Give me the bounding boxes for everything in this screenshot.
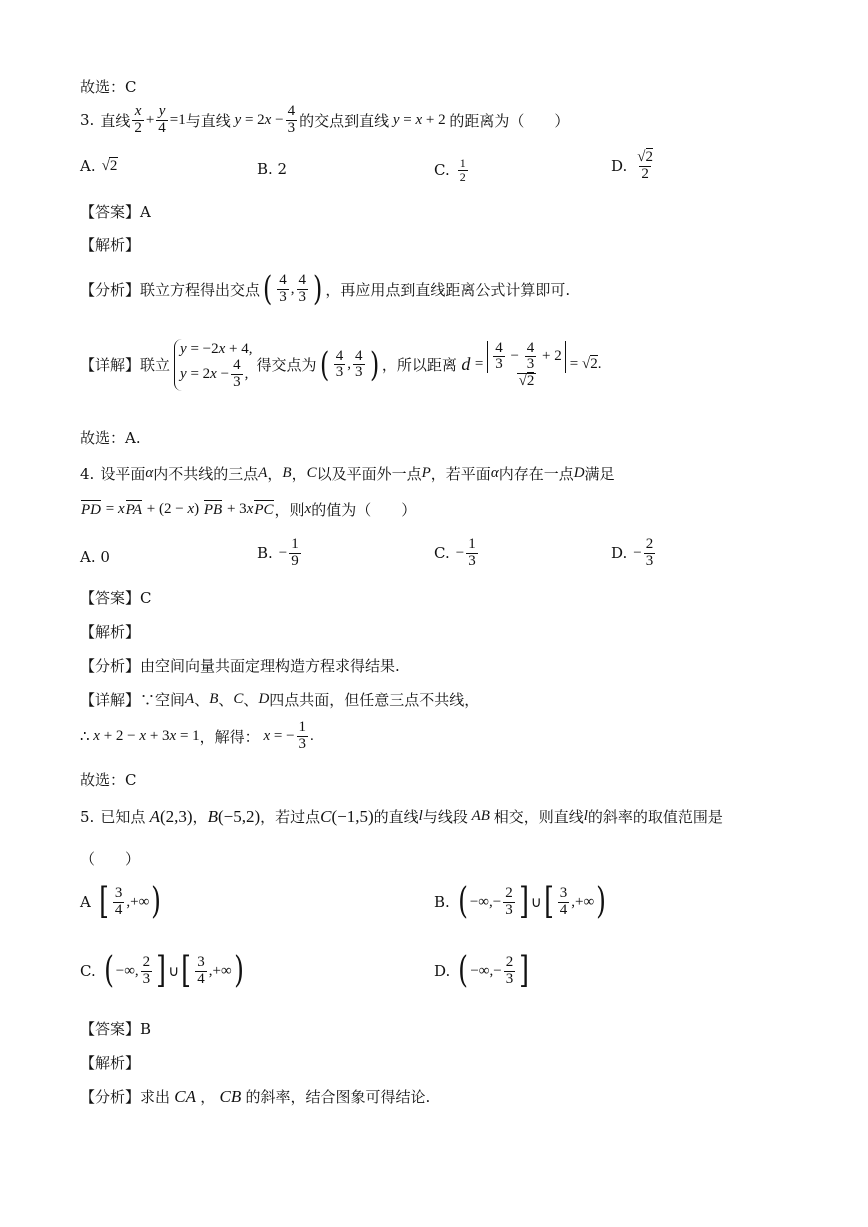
q5-number: 5. <box>80 807 95 826</box>
q3-frac-y-over-4: $\frac{y}{4}$ <box>158 103 166 136</box>
q4-number: 4. <box>80 464 95 483</box>
q3-text-4: 的距离为（ ） <box>449 111 570 130</box>
q5-analysis-line: 【分析】 求出 CA ， CB 的斜率，结合图象可得结论. <box>80 1086 431 1106</box>
q5-analysis-head: 【解析】 <box>80 1054 141 1072</box>
q3-analysis-tag: 【分析】 <box>80 280 141 299</box>
q3-text-3: 的交点到直线 <box>299 111 390 130</box>
q3-text-1: 直线 <box>100 111 131 130</box>
q4-answer: 【答案】C <box>80 589 152 607</box>
q4-option-d: D. − $\frac{2}{3}$ <box>611 536 654 569</box>
q3-answer: 【答案】A <box>80 203 151 221</box>
q4-final: 故选：C <box>80 771 137 789</box>
previous-answer-line <box>80 76 136 97</box>
q5-answer-line <box>80 1018 151 1039</box>
q5-option-a: A [ $\frac{3}{4}$ ,+∞ ) <box>80 881 162 922</box>
q4-final-line <box>80 769 136 790</box>
q4-stem-line-1: 4. 设平面 α 内不共线的三点 A ， B ， C 以及平面外一点 P ，若平面 α 内存在一点 D 满足 <box>80 464 615 483</box>
q4-stem-line-2: PD = x PA + (2 − x ) PB + 3 x PC ，则 x 的值为（ ） <box>81 501 417 519</box>
q4-option-b: B. − $\frac{1}{9}$ <box>257 536 299 569</box>
q3-detail-line: 【详解】 联立 y = −2x + 4, y = 2 x − $\frac{4}{3}$ , 得交点为 ( $\frac{4}{3}$ , $\frac{4}{3}$ ) ，所以距离 d = $\frac{4}{3}$ − $\frac{4}{3}$ + 2 √2 = √2. <box>80 339 602 390</box>
q3-equation-system: y = −2x + 4, y = 2 x − $\frac{4}{3}$ , <box>174 339 252 391</box>
q3-text-2: 与直线 <box>185 111 231 130</box>
q4-option-c: C. − $\frac{1}{3}$ <box>434 536 476 569</box>
q4-option-a: A. 0 <box>80 548 110 566</box>
q3-frac-sqrt2-over-2: $\frac{√2}{2}$ <box>637 149 653 182</box>
q3-stem: 3. 直线 $\frac{x}{2}$ + $\frac{y}{4}$ =1 与直线 y = 2 x − $\frac{4}{3}$ 的交点到直线 y = x + 2 的距离为（ ） <box>80 103 570 136</box>
q4-solve-line: ∴ x + 2 − x + 3 x = 1 ，解得： x = − $\frac{1}{3}$ . <box>80 719 314 752</box>
q3-analysis-line: 【分析】 联立方程得出交点 ( $\frac{4}{3}$ , $\frac{4}{3}$ ) ，再应用点到直线距离公式计算即可. <box>80 269 571 309</box>
q3-frac-4-over-3: $\frac{4}{3}$ <box>287 103 296 136</box>
q3-option-a: A. √ 2 <box>80 157 118 175</box>
q3-option-b: B. 2 <box>257 160 288 178</box>
q3-final: 故选：A. <box>80 429 141 447</box>
q5-option-c: C. ( −∞, $\frac{2}{3}$ ] ∪ [ $\frac{3}{4}$ ,+∞ ) <box>80 950 244 991</box>
q5-option-d: D. ( −∞,− $\frac{2}{3}$ ] <box>434 950 530 991</box>
q5-answer: 【答案】B <box>80 1020 152 1038</box>
q3-sqrt-2: √ 2 <box>101 158 118 174</box>
q3-option-c: C. $\frac{1}{2}$ <box>434 156 466 184</box>
q4-answer-line <box>80 587 151 608</box>
q4-analysis-line: 【分析】 由空间向量共面定理构造方程求得结果. <box>80 657 400 675</box>
q3-detail-tag: 【详解】 <box>80 356 141 375</box>
q3-frac-x-over-2: $\frac{x}{2}$ <box>134 103 142 136</box>
q5-stem-line-2: （ ） <box>80 850 141 868</box>
q4-analysis-head: 【解析】 <box>80 623 141 641</box>
q3-analysis-head: 【解析】 <box>80 236 141 254</box>
q5-option-b: B. ( −∞,− $\frac{2}{3}$ ] ∪ [ $\frac{3}{4}$ ,+∞ ) <box>434 881 607 922</box>
q5-stem-line-1: 5. 已知点 A (2,3) ， B (−5,2) ，若过点 C (−1,5) 的直线 l 与线段 AB 相交，则直线 l 的斜率的取值范围是 <box>80 806 723 826</box>
q3-number: 3. <box>80 111 95 130</box>
q3-option-d: D. $\frac{√2}{2}$ <box>611 149 653 182</box>
previous-answer: 故选：C <box>80 78 137 96</box>
q3-distance-fraction: $\frac{4}{3}$ − $\frac{4}{3}$ + 2 √2 <box>485 340 567 390</box>
q3-answer-line <box>80 201 151 222</box>
q4-detail-line: 【详解】 ∵空间 A 、 B 、 C 、 D 四点共面，但任意三点不共线， <box>80 691 480 709</box>
q3-final-line <box>80 427 141 448</box>
q3-frac-1-over-2: $\frac{1}{2}$ <box>459 156 466 184</box>
